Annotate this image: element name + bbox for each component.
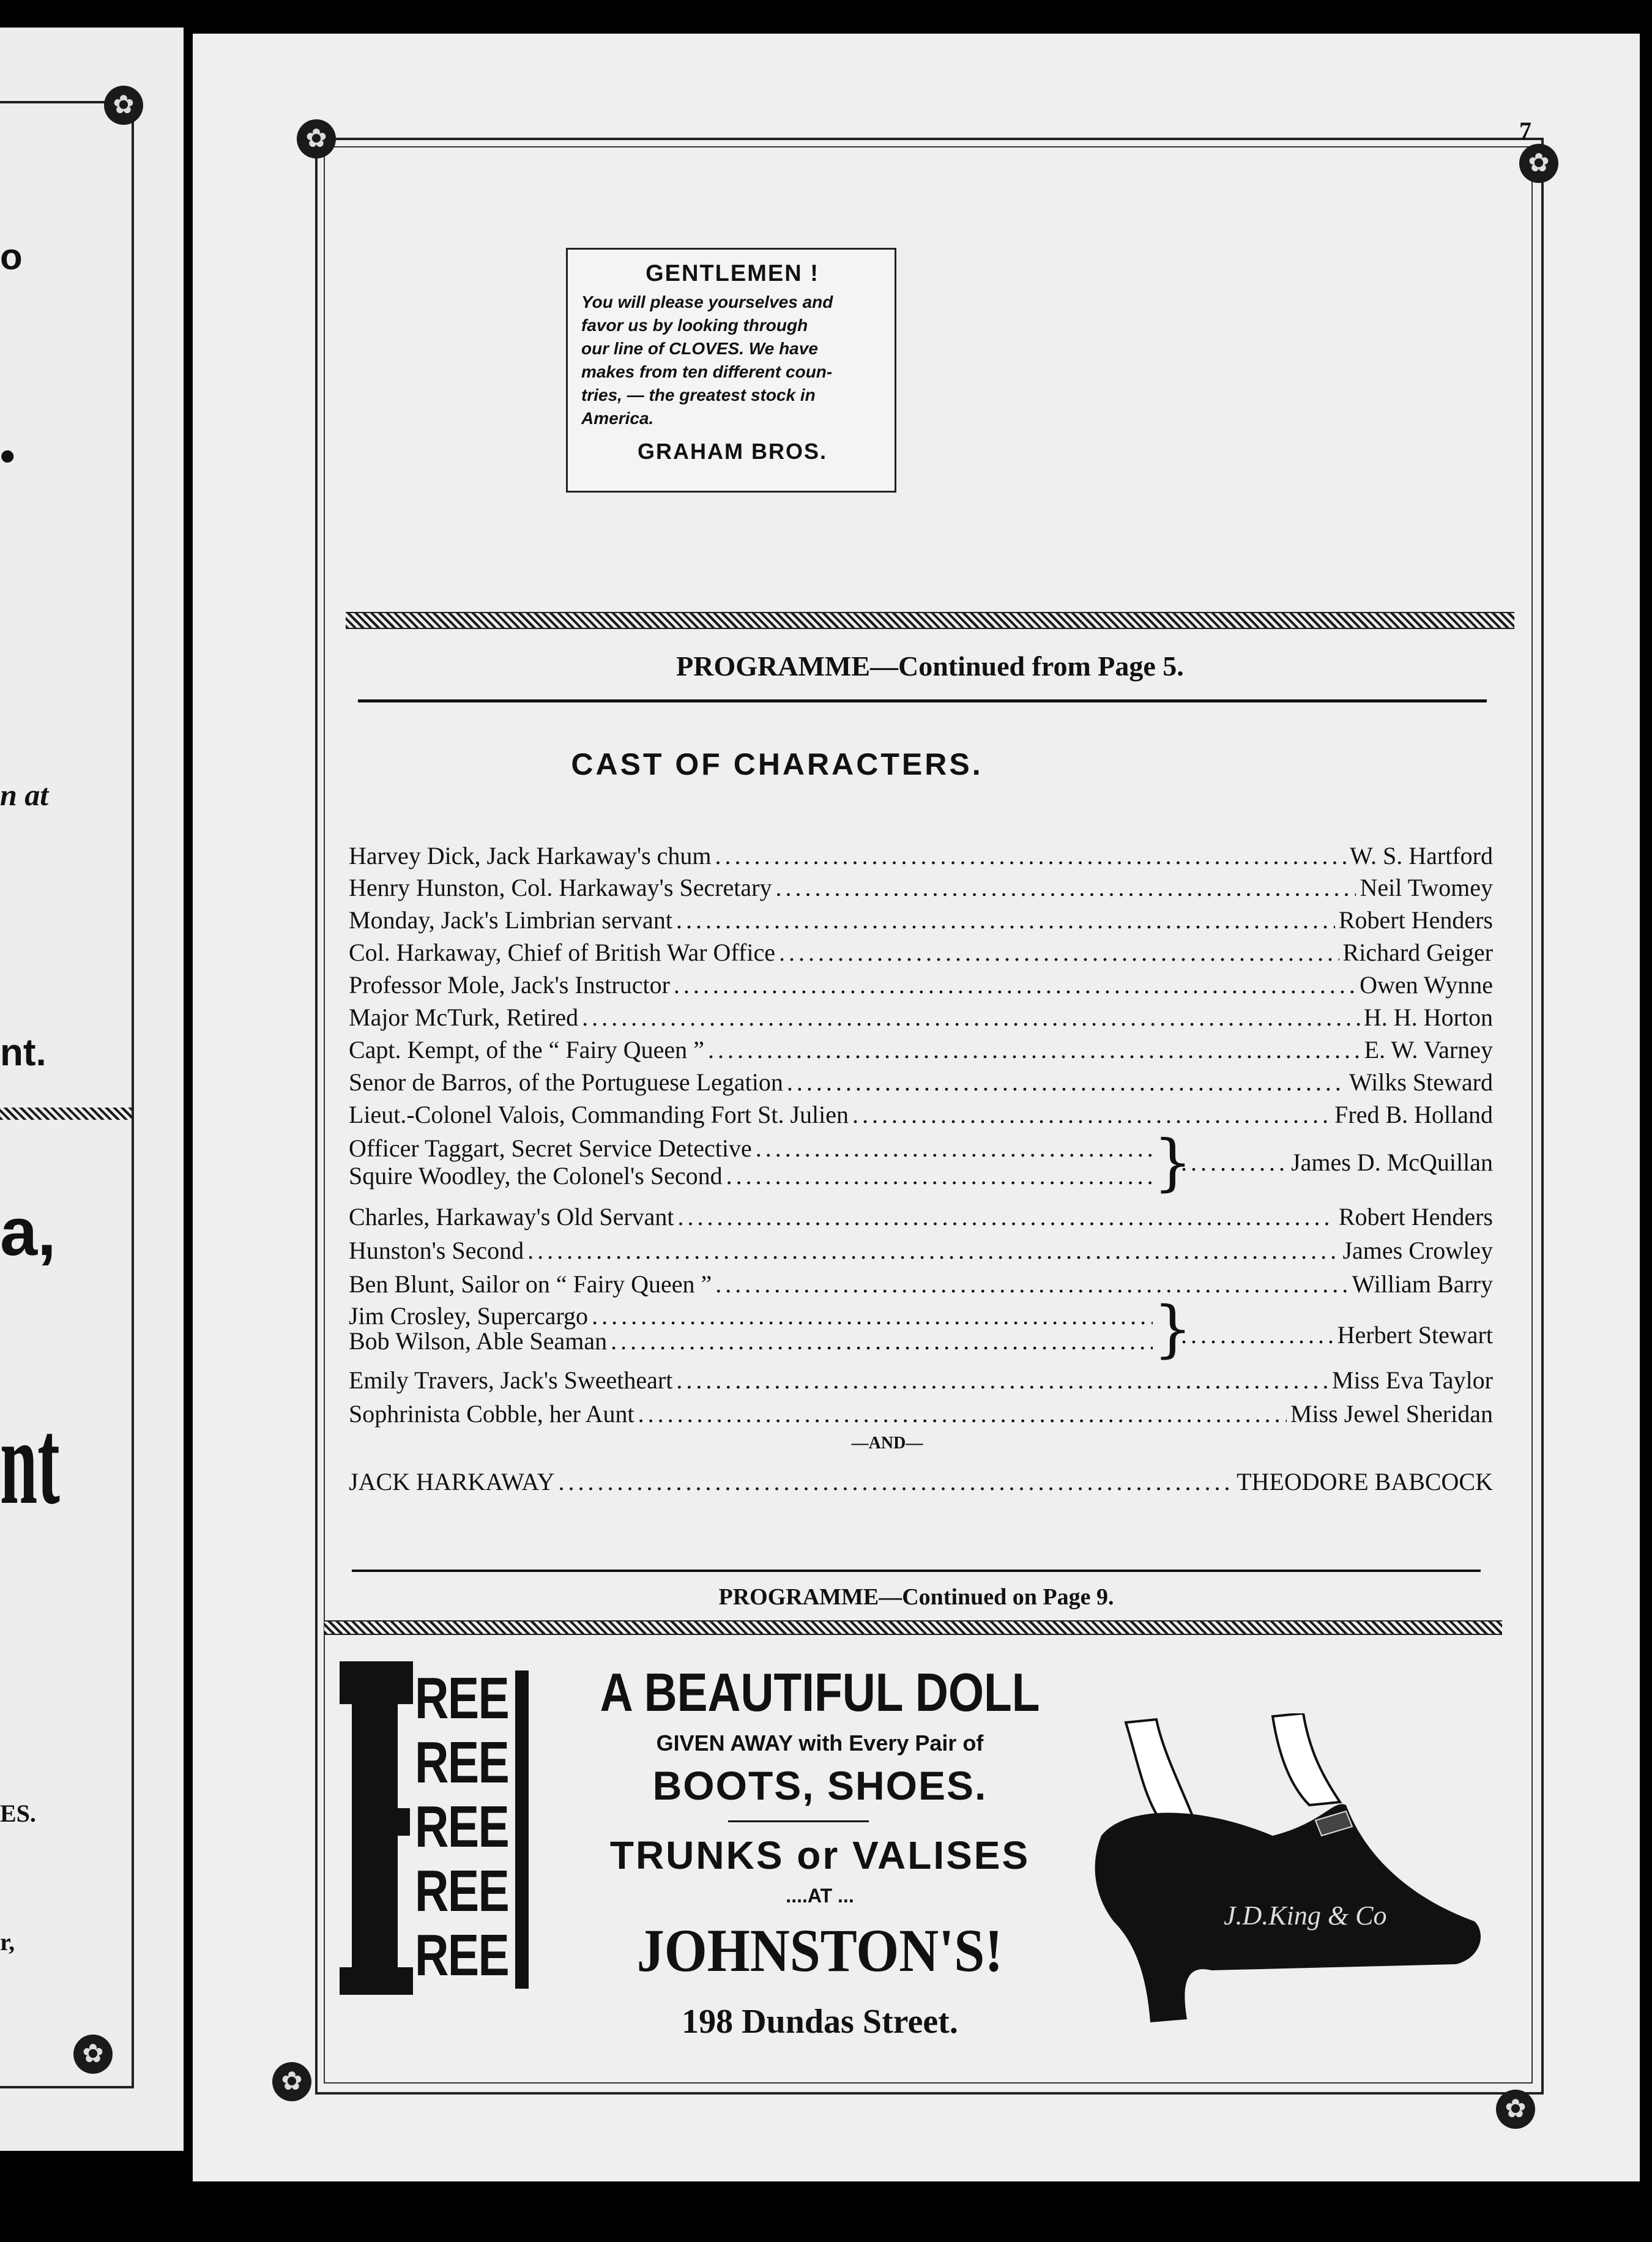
- cast-actor: Herbert Stewart: [1337, 1321, 1493, 1349]
- graham-signature: GRAHAM BROS.: [638, 439, 827, 464]
- given-away-line: GIVEN AWAY with Every Pair of: [656, 1730, 984, 1756]
- cast-role: Sophrinista Cobble, her Aunt: [349, 1400, 634, 1428]
- cast-row: [349, 1003, 1493, 1033]
- cast-group-actor: [1181, 1148, 1493, 1177]
- cast-actor: W. S. Hartford: [1349, 842, 1493, 870]
- cast-role: Major McTurk, Retired: [349, 1004, 579, 1031]
- left-fragment-text: a,: [0, 1194, 56, 1270]
- cast-actor: Fred B. Holland: [1334, 1101, 1493, 1128]
- hatch-divider: [346, 612, 1514, 629]
- leader-dots: [638, 1399, 1287, 1428]
- cast-row: [349, 906, 1493, 936]
- graham-body: [581, 291, 884, 430]
- cast-role: Bob Wilson, Able Seaman: [349, 1327, 608, 1355]
- left-fragment-text: ES.: [0, 1800, 36, 1827]
- johnstons-store-name: JOHNSTON'S!: [636, 1916, 1003, 1984]
- cast-group-actor: [1181, 1320, 1493, 1349]
- cast-actor: Richard Geiger: [1342, 939, 1493, 966]
- cast-row: [349, 841, 1493, 872]
- cast-row: [349, 1366, 1493, 1396]
- cast-row: [349, 1327, 1156, 1357]
- hatch-divider: [324, 1620, 1502, 1635]
- cast-role: Charles, Harkaway's Old Servant: [349, 1203, 674, 1231]
- cast-actor: William Barry: [1352, 1270, 1493, 1298]
- leader-dots: [775, 873, 1356, 902]
- rosette-ornament-icon: ✿: [272, 2062, 311, 2101]
- leader-dots: [611, 1327, 1153, 1355]
- cast-role: Senor de Barros, of the Portuguese Legation: [349, 1068, 783, 1096]
- and-label: —AND—: [851, 1434, 923, 1453]
- cast-row: [349, 1035, 1493, 1066]
- programme-continued-on: PROGRAMME—Continued on Page 9.: [718, 1584, 1114, 1610]
- cast-row: [349, 1100, 1493, 1131]
- cast-role: Henry Hunston, Col. Harkaway's Secretary: [349, 874, 772, 901]
- cast-actor: H. H. Horton: [1363, 1004, 1493, 1031]
- graham-body-line: You will please yourselves and: [581, 292, 833, 311]
- page-number: 7: [1519, 117, 1531, 144]
- leader-dots: [708, 1035, 1361, 1064]
- boots-shoes-line: BOOTS, SHOES.: [652, 1763, 988, 1808]
- leader-dots: [592, 1302, 1153, 1330]
- rosette-ornament-icon: ✿: [104, 86, 143, 125]
- store-address: 198 Dundas Street.: [682, 2003, 958, 2041]
- cast-role: Monday, Jack's Limbrian servant: [349, 906, 672, 934]
- cast-role: Harvey Dick, Jack Harkaway's chum: [349, 842, 712, 870]
- cast-role: Jim Crosley, Supercargo: [349, 1302, 589, 1330]
- cast-actor: Robert Henders: [1338, 1203, 1493, 1231]
- leader-dots: [715, 841, 1346, 870]
- shoe-brand-text: J.D.King & Co: [1224, 1901, 1387, 1931]
- leader-dots: [715, 1270, 1348, 1298]
- leader-dots: [779, 938, 1339, 967]
- cast-actor: Owen Wynne: [1360, 971, 1493, 999]
- leader-dots: [582, 1003, 1360, 1032]
- leader-dots: [852, 1100, 1331, 1129]
- cast-actor: THEODORE BABCOCK: [1237, 1468, 1493, 1495]
- rosette-ornament-icon: ✿: [1496, 2090, 1535, 2129]
- leader-dots: [756, 1134, 1153, 1163]
- cast-role: Professor Mole, Jack's Instructor: [349, 971, 670, 999]
- leader-dots: [1181, 1148, 1286, 1177]
- rule-line: [358, 699, 1487, 702]
- left-fragment-text: o: [0, 236, 23, 277]
- left-fragment-text: •: [0, 432, 15, 480]
- cast-row: [349, 970, 1493, 1001]
- cast-actor: Miss Jewel Sheridan: [1290, 1400, 1493, 1428]
- rosette-ornament-icon: ✿: [297, 119, 336, 158]
- leader-dots: [674, 970, 1356, 999]
- brace-icon: }: [1153, 1127, 1192, 1198]
- small-rule: [728, 1820, 869, 1822]
- at-line: ....AT ...: [786, 1885, 854, 1907]
- cast-row: [349, 1399, 1493, 1430]
- cast-role: Emily Travers, Jack's Sweetheart: [349, 1366, 673, 1394]
- leader-dots: [676, 1366, 1328, 1395]
- free-word: REE: [415, 1730, 509, 1795]
- cast-actor: James Crowley: [1342, 1237, 1493, 1264]
- cast-actor: E. W. Varney: [1364, 1036, 1493, 1063]
- left-page-border: [0, 101, 134, 2088]
- cast-actor: Robert Henders: [1338, 906, 1493, 934]
- graham-body-line: our line of CLOVES. We have: [581, 339, 818, 358]
- free-letter-f-icon: [340, 1661, 413, 1995]
- cast-row: [349, 1068, 1493, 1098]
- left-fragment-text: r,: [0, 1928, 15, 1956]
- cast-row: [349, 1270, 1493, 1300]
- rosette-ornament-icon: ✿: [1519, 144, 1558, 183]
- cast-actor: James D. McQuillan: [1291, 1149, 1493, 1176]
- free-word: REE: [415, 1794, 509, 1860]
- exclamation-bar: [515, 1670, 529, 1989]
- cast-role: Officer Taggart, Secret Service Detective: [349, 1134, 752, 1162]
- leader-dots: [726, 1161, 1153, 1190]
- cast-row: [349, 1161, 1156, 1192]
- cast-actor: Neil Twomey: [1360, 874, 1493, 901]
- graham-bros-ad: [566, 248, 896, 493]
- cast-role: Ben Blunt, Sailor on “ Fairy Queen ”: [349, 1270, 712, 1298]
- rule-line: [352, 1570, 1481, 1572]
- left-hatch-divider: [0, 1108, 132, 1120]
- cast-row: [349, 938, 1493, 969]
- left-fragment-text: n at: [0, 778, 49, 812]
- doll-headline: A BEAUTIFUL DOLL: [600, 1662, 1040, 1722]
- leader-dots: [676, 906, 1335, 934]
- cast-role: Hunston's Second: [349, 1237, 524, 1264]
- left-fragment-text: nt: [0, 1395, 60, 1530]
- cast-heading: CAST OF CHARACTERS.: [571, 747, 983, 781]
- cast-role: Capt. Kempt, of the “ Fairy Queen ”: [349, 1036, 704, 1063]
- free-word: REE: [415, 1858, 509, 1924]
- cast-row: [349, 1202, 1493, 1233]
- left-page-fragment: [0, 28, 184, 2151]
- cast-row: [349, 1236, 1493, 1267]
- graham-heading: GENTLEMEN !: [646, 261, 819, 286]
- rosette-ornament-icon: ✿: [73, 2035, 113, 2074]
- brace-icon: }: [1153, 1293, 1192, 1365]
- leader-dots: [678, 1202, 1335, 1231]
- leader-dots: [527, 1236, 1339, 1265]
- leader-dots: [787, 1068, 1345, 1097]
- graham-body-line: tries, — the greatest stock in: [581, 385, 816, 404]
- cast-role: Lieut.-Colonel Valois, Commanding Fort St. Julien: [349, 1101, 849, 1128]
- free-word: REE: [415, 1923, 509, 1988]
- cast-role: JACK HARKAWAY: [349, 1468, 555, 1495]
- cast-role: Col. Harkaway, Chief of British War Office: [349, 939, 775, 966]
- trunks-valises-line: TRUNKS or VALISES: [609, 1833, 1030, 1877]
- cast-role: Squire Woodley, the Colonel's Second: [349, 1162, 723, 1190]
- leader-dots: [1181, 1320, 1333, 1349]
- leader-dots: [558, 1467, 1233, 1496]
- graham-body-line: America.: [581, 409, 654, 428]
- graham-body-line: makes from ten different coun-: [581, 362, 833, 381]
- cast-actor: Wilks Steward: [1349, 1068, 1493, 1096]
- cast-row-lead: [349, 1467, 1493, 1498]
- cast-row: [349, 873, 1493, 904]
- free-word: REE: [415, 1666, 509, 1731]
- shoe-illustration-icon: [1089, 1713, 1487, 2032]
- cast-row: [349, 1134, 1156, 1164]
- left-fragment-text: nt.: [0, 1032, 47, 1074]
- programme-continued-from: PROGRAMME—Continued from Page 5.: [676, 650, 1184, 682]
- graham-body-line: favor us by looking through: [581, 316, 808, 335]
- cast-actor: Miss Eva Taylor: [1331, 1366, 1493, 1394]
